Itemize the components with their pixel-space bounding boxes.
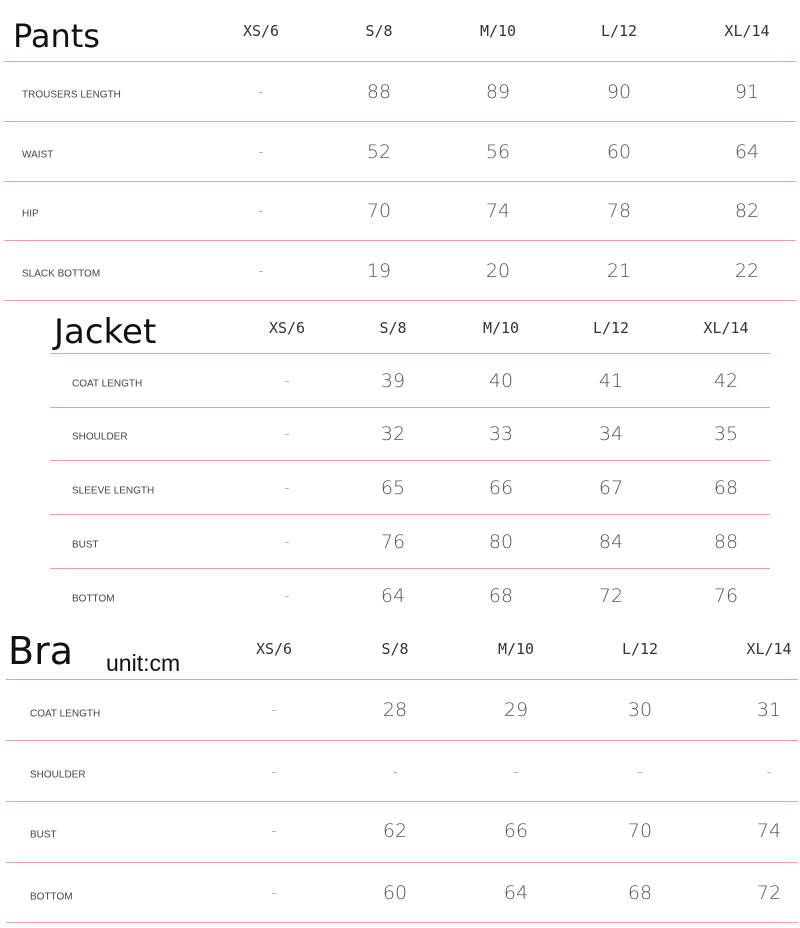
cell-value: 68 [488,585,514,607]
cell-value: - [766,764,772,780]
cell-value: 62 [382,820,408,842]
cell-value: 88 [366,81,392,103]
cell-value: - [258,263,264,279]
cell-value: - [284,426,290,442]
cell-value: - [637,764,643,780]
size-header: L/12 [600,22,638,40]
row-label: HIP [22,208,39,220]
cell-value: 76 [380,531,406,553]
row-divider [4,61,796,62]
cell-value: 89 [485,81,511,103]
row-label: SHOULDER [72,431,128,443]
row-divider [50,407,770,408]
size-header: XL/14 [703,319,749,337]
size-header: XS/6 [255,640,293,658]
row-label: COAT LENGTH [30,708,101,720]
cell-value: 32 [380,423,406,445]
cell-value: 74 [756,820,782,842]
row-label: SLEEVE LENGTH [72,485,155,497]
cell-value: 68 [627,882,653,904]
row-divider [6,740,798,741]
row-label: BOTTOM [30,891,73,903]
cell-value: - [284,480,290,496]
cell-value: - [271,885,277,901]
cell-value: 28 [382,699,408,721]
cell-value: 91 [734,81,760,103]
cell-value: 33 [488,423,514,445]
cell-value: 21 [606,260,632,282]
row-divider [6,679,798,680]
cell-value: 82 [734,200,760,222]
row-label: BOTTOM [72,593,115,605]
row-divider [4,121,796,122]
row-divider [50,568,770,569]
cell-value: 64 [734,141,760,163]
cell-value: 64 [503,882,529,904]
cell-value: 31 [756,699,782,721]
cell-value: 64 [380,585,406,607]
cell-value: - [284,534,290,550]
cell-value: 20 [485,260,511,282]
cell-value: - [392,764,398,780]
cell-value: 35 [713,423,739,445]
cell-value: 76 [713,585,739,607]
cell-value: 29 [503,699,529,721]
row-label: BUST [30,829,57,841]
cell-value: 66 [503,820,529,842]
cell-value: 56 [485,141,511,163]
row-divider [6,862,798,863]
cell-value: 65 [380,477,406,499]
size-header: M/10 [497,640,535,658]
size-header: S/8 [381,640,409,658]
size-header: XL/14 [724,22,770,40]
cell-value: 72 [598,585,624,607]
cell-value: - [284,588,290,604]
cell-value: 88 [713,531,739,553]
row-divider [6,801,798,802]
unit-label: unit:cm [106,650,181,676]
cell-value: 60 [606,141,632,163]
cell-value: 42 [713,370,739,392]
row-label: COAT LENGTH [72,378,143,390]
cell-value: 60 [382,882,408,904]
cell-value: 30 [627,699,653,721]
cell-value: - [271,764,277,780]
cell-value: 70 [627,820,653,842]
pants-title: Pants [13,17,100,55]
size-header: XS/6 [268,319,306,337]
cell-value: 34 [598,423,624,445]
size-header: S/8 [379,319,407,337]
cell-value: 41 [598,370,624,392]
cell-value: 72 [756,882,782,904]
cell-value: 19 [366,260,392,282]
cell-value: 52 [366,141,392,163]
row-divider [4,181,796,182]
cell-value: 80 [488,531,514,553]
size-header: M/10 [482,319,520,337]
cell-value: 67 [598,477,624,499]
size-header: L/12 [592,319,630,337]
cell-value: 66 [488,477,514,499]
size-header: XL/14 [746,640,792,658]
row-divider [4,240,796,241]
cell-value: - [258,84,264,100]
row-label: TROUSERS LENGTH [22,89,121,101]
cell-value: 22 [734,260,760,282]
cell-value: - [258,203,264,219]
row-label: WAIST [22,149,54,161]
cell-value: - [513,764,519,780]
jacket-title: Jacket [54,312,157,352]
size-header: S/8 [365,22,393,40]
cell-value: 70 [366,200,392,222]
row-divider [6,922,798,923]
cell-value: - [258,144,264,160]
cell-value: 68 [713,477,739,499]
cell-value: 78 [606,200,632,222]
cell-value: 84 [598,531,624,553]
cell-value: 74 [485,200,511,222]
row-divider [50,514,770,515]
row-label: SHOULDER [30,769,86,781]
cell-value: - [284,373,290,389]
cell-value: - [271,702,277,718]
cell-value: 40 [488,370,514,392]
row-divider [50,460,770,461]
row-label: SLACK BOTTOM [22,268,101,280]
cell-value: - [271,823,277,839]
row-divider [50,353,770,354]
cell-value: 39 [380,370,406,392]
size-header: M/10 [479,22,517,40]
cell-value: 90 [606,81,632,103]
size-header: L/12 [621,640,659,658]
row-label: BUST [72,539,99,551]
size-header: XS/6 [242,22,280,40]
bra-title: Bra [8,629,73,673]
row-divider [4,300,796,301]
